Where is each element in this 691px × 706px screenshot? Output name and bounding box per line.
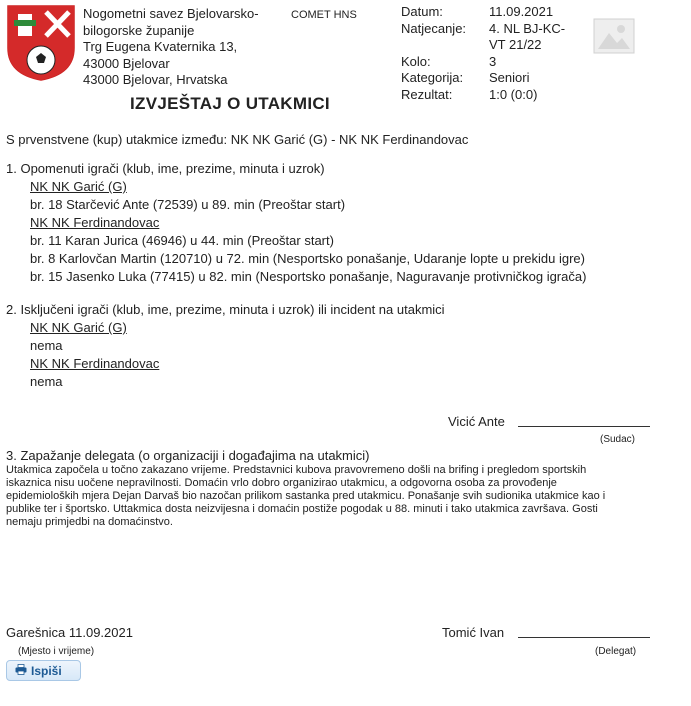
observation-line: epidemioloških mjera Dejan Darvaš bio nazočan prilikom sastanka pred utakmicu. Ponašanje svih sudionika utakmice kao i: [6, 490, 606, 502]
away-team-name: NK NK Ferdinandovac: [30, 215, 160, 230]
meta-label: Rezultat:: [401, 86, 453, 102]
meta-value: 11.09.2021: [489, 4, 554, 19]
place-and-time: Garešnica 11.09.2021: [6, 625, 133, 640]
meta-label: Kategorija:: [401, 70, 464, 85]
delegate-observations-section: [6, 448, 661, 529]
meta-value: 4. NL BJ-KC-VT 21/22: [489, 20, 566, 52]
meta-value: 3: [489, 53, 497, 69]
observation-line: iskaznica nisu uočene nepravilnosti. Domaćin vrlo dobro organizirao utakmicu, a odgovorna osoba za provođenje: [6, 477, 557, 489]
federation-crest-logo: [6, 4, 76, 82]
meta-row-round: [401, 54, 581, 71]
meta-value: 1:0 (0:0): [489, 86, 538, 102]
caution-entry: br. 15 Jasenko Luka (77415) u 82. min (Nesportsko ponašanje, Naguravanje protivničkog igrača): [30, 269, 587, 284]
caution-entry: br. 11 Karan Jurica (46946) u 44. min (Preoštar start): [30, 233, 334, 248]
system-label: COMET HNS: [291, 9, 357, 21]
match-intro: S prvenstvene (kup) utakmice između: NK NK Garić (G) - NK NK Ferdinandovac: [6, 132, 469, 147]
org-name-line1: Nogometni savez Bjelovarsko-: [83, 6, 259, 21]
meta-label: Kolo:: [401, 53, 431, 69]
sent-off-value: nema: [30, 338, 63, 353]
delegate-name: Tomić Ivan: [442, 625, 505, 640]
section-heading: 3. Zapažanje delegata (o organizaciji i događajima na utakmici): [6, 448, 370, 463]
meta-label: Datum:: [401, 4, 443, 19]
place-and-time-caption: (Mjesto i vrijeme): [18, 646, 95, 657]
section-heading: 1. Opomenuti igrači (klub, ime, prezime, minuta i uzrok): [6, 161, 325, 176]
image-placeholder-icon: [593, 18, 635, 54]
section-heading: 2. Isključeni igrači (klub, ime, prezime, minuta i uzrok) ili incident na utakmici: [6, 302, 445, 317]
org-city: 43000 Bjelovar, Hrvatska: [83, 72, 228, 87]
org-street: Trg Eugena Kvaternika 13,: [83, 39, 238, 54]
match-meta: [401, 4, 581, 103]
org-name-line2: bilogorske županije: [83, 22, 195, 38]
observation-line: publike ter i športsko. Uttakmica dosta neizvijesna i domaćin postiže pogodak u 88. minuti i tako utakmica završava. Gosti: [6, 503, 598, 515]
referee-signature-line: [518, 413, 650, 427]
sent-off-players-section: [6, 301, 445, 391]
observation-line: Utakmica započela u točno zakazano vrijeme. Predstavnici kubova pravovremeno došli na brifing i pregledom sportskih: [6, 464, 587, 476]
cautioned-players-section: [6, 160, 586, 286]
print-button[interactable]: [6, 660, 81, 681]
meta-row-result: [401, 87, 581, 104]
delegate-signature-line: [518, 624, 650, 638]
referee-role: (Sudac): [600, 434, 636, 445]
delegate-role: (Delegat): [595, 646, 637, 657]
org-postal: 43000 Bjelovar: [83, 55, 170, 71]
printer-icon: [15, 664, 27, 678]
home-team-name: NK NK Garić (G): [30, 320, 127, 335]
referee-name: Vicić Ante: [448, 414, 505, 429]
away-team-name: NK NK Ferdinandovac: [30, 356, 160, 371]
sent-off-value: nema: [30, 374, 63, 389]
caution-entry: br. 18 Starčević Ante (72539) u 89. min (Preoštar start): [30, 197, 346, 212]
meta-row-competition: [401, 21, 581, 54]
page-title: IZVJEŠTAJ O UTAKMICI: [130, 94, 330, 113]
home-team-name: NK NK Garić (G): [30, 179, 127, 194]
meta-label: Natjecanje:: [401, 20, 467, 36]
organization-info: [83, 6, 283, 89]
meta-row-date: [401, 4, 581, 21]
caution-entry: br. 8 Karlovčan Martin (120710) u 72. min (Nesportsko ponašanje, Udaranje lopte u prekidu igre): [30, 251, 585, 266]
observations-text: [6, 464, 661, 529]
print-button-label: Ispiši: [31, 663, 62, 678]
meta-value: Seniori: [489, 70, 530, 85]
observation-line: nemaju primjedbi na domaćinstvo.: [6, 516, 173, 528]
meta-row-category: [401, 70, 581, 87]
